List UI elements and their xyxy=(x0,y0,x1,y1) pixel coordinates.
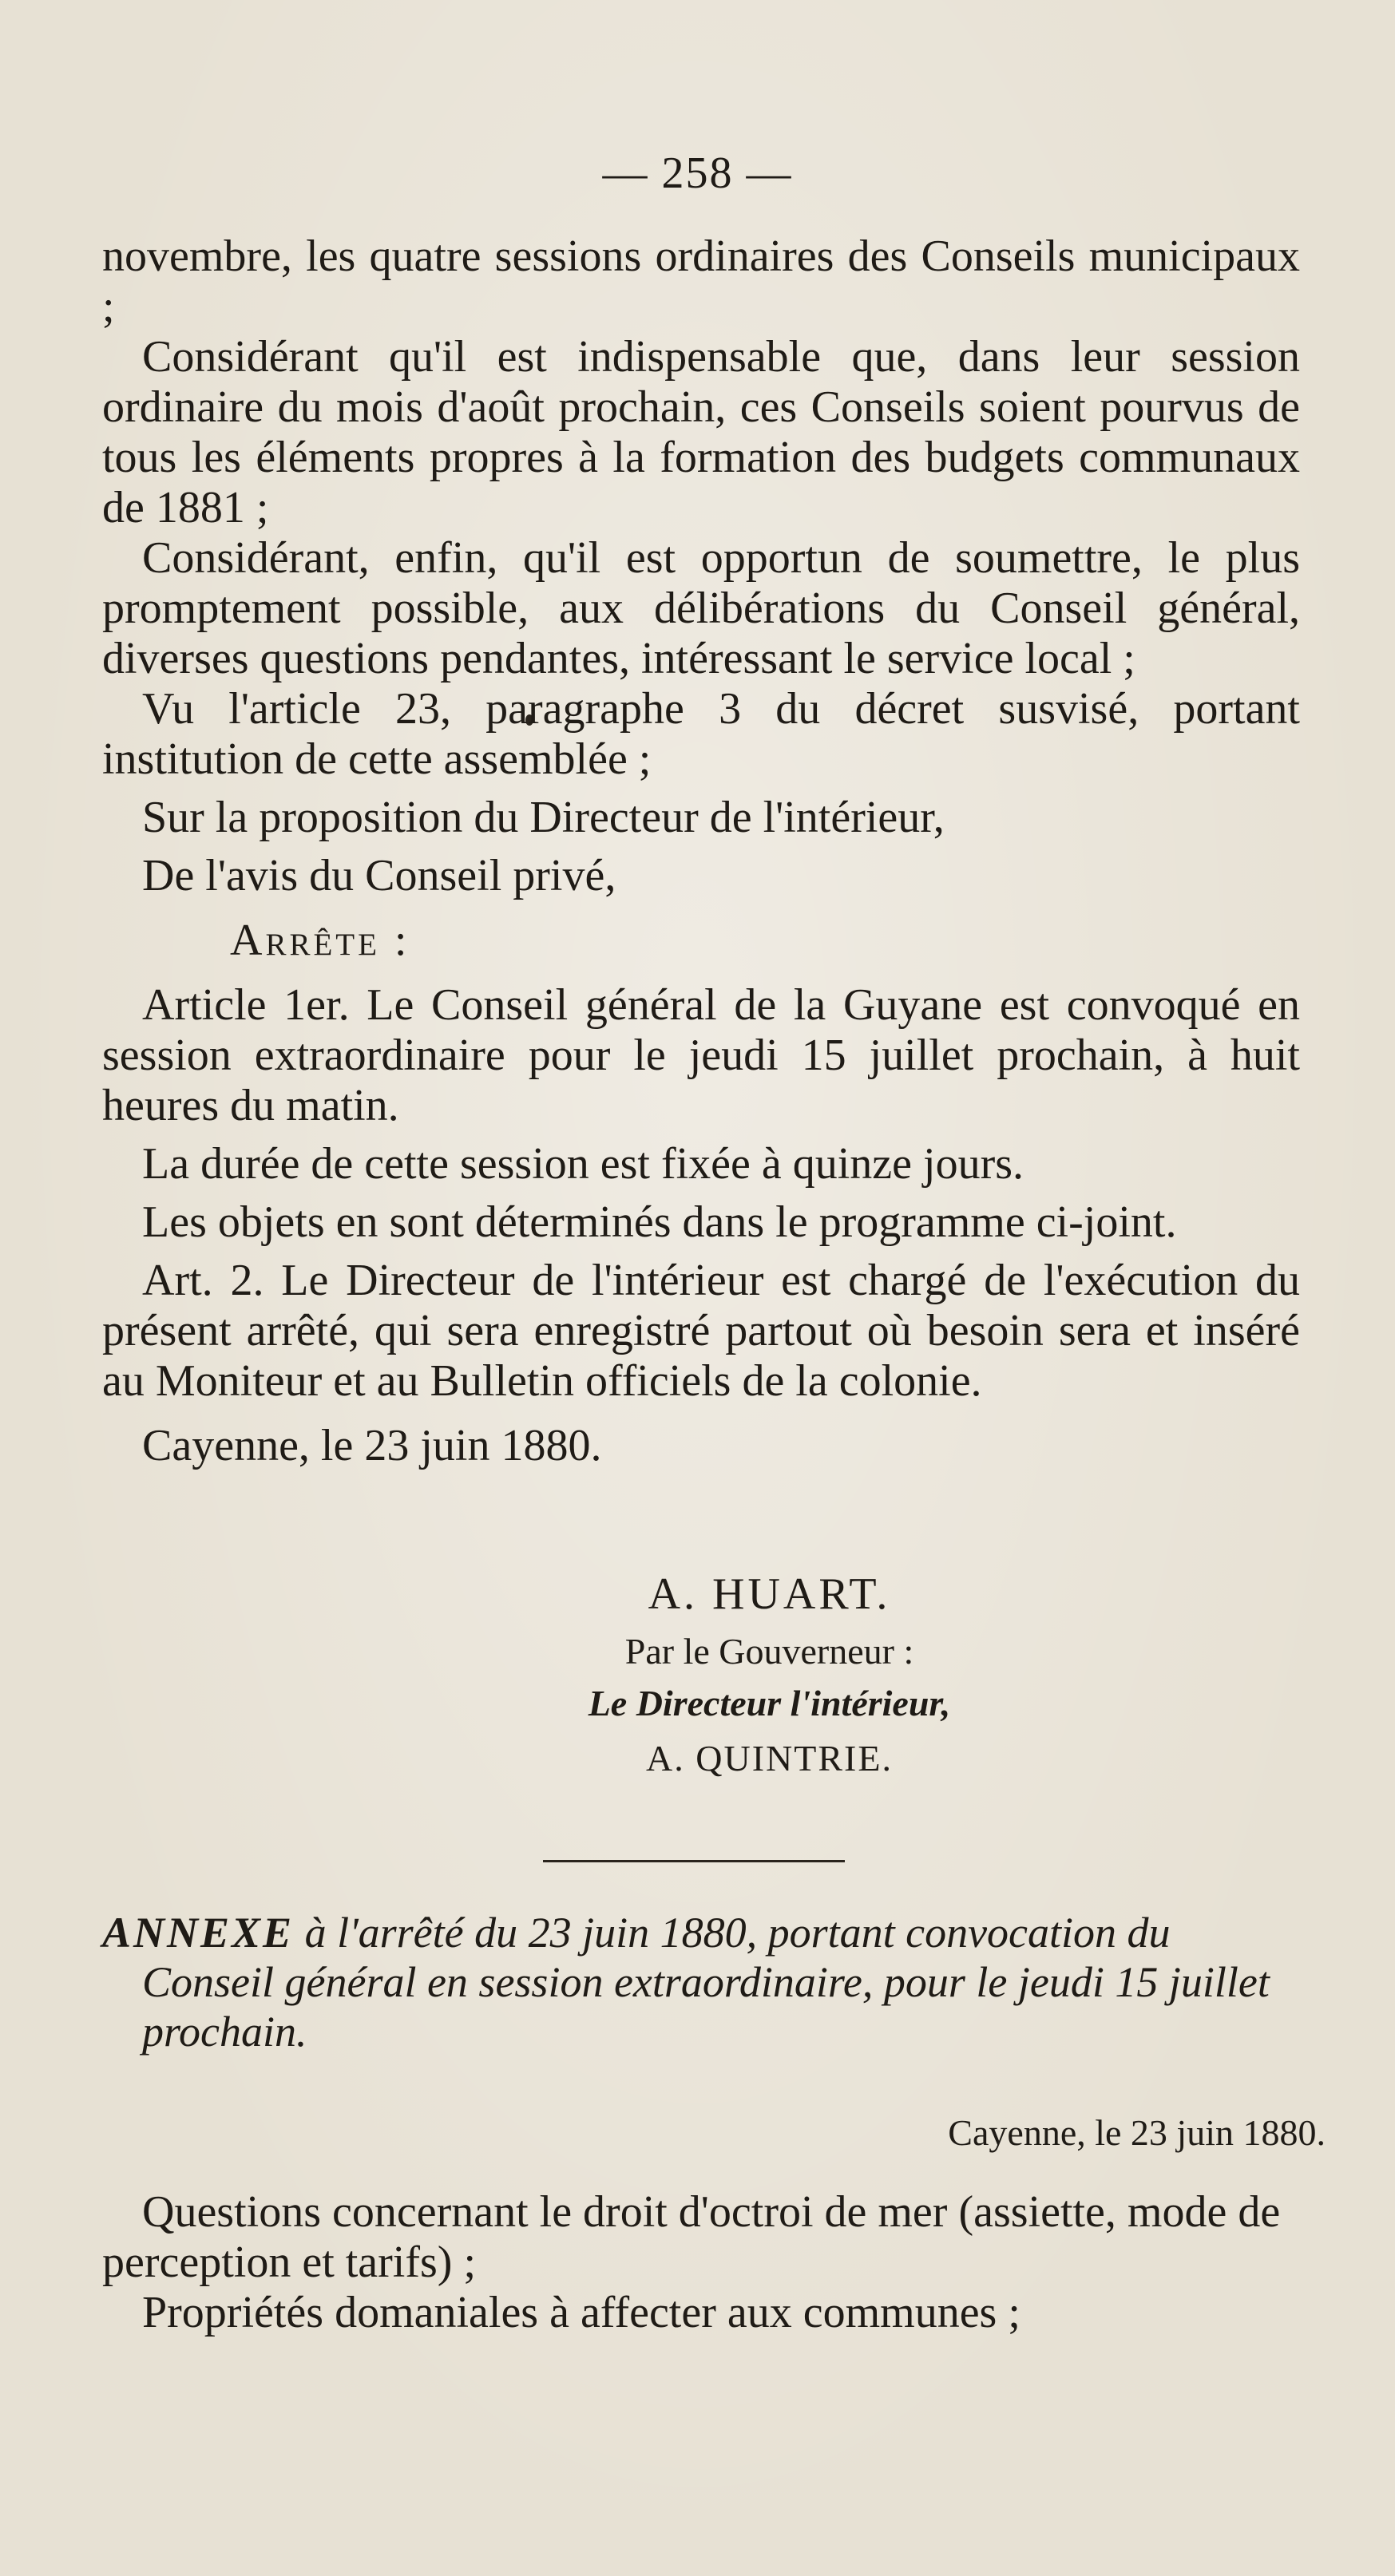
paragraph: Considérant qu'il est indispensable que, dans leur session ordinaire du mois d'août prochain, ces Conseils soient pourvus de tous les éléments propres à la formation des budgets communaux de 1881 ; xyxy=(102,332,1300,532)
paragraph: Considérant, enfin, qu'il est opportun de soumettre, le plus promptement possible, aux délibérations du Conseil général, diverses questions pendantes, intéressant le service local ; xyxy=(102,533,1300,683)
question-item: Propriétés domaniales à affecter aux communes ; xyxy=(142,2288,1020,2337)
annexe-heading xyxy=(102,1908,1300,2056)
paragraph: Les objets en sont déterminés dans le programme ci-joint. xyxy=(142,1197,1177,1247)
annexe-date: Cayenne, le 23 juin 1880. xyxy=(948,2112,1326,2153)
annexe-line-1: à l'arrêté du 23 juin 1880, portant convocation du xyxy=(304,1909,1171,1957)
decree-body xyxy=(102,231,1300,1471)
questions-list xyxy=(102,2187,1300,2338)
paragraph: novembre, les quatre sessions ordinaires des Conseils municipaux ; xyxy=(102,231,1300,331)
article-2: Art. 2. Le Directeur de l'intérieur est chargé de l'exécution du présent arrêté, qui sera enregistré partout où besoin sera et inséré au Moniteur et au Bulletin officiels de la colonie. xyxy=(102,1256,1300,1406)
question-item: Questions concernant le droit d'octroi de mer (assiette, mode de perception et tarifs) ; xyxy=(102,2187,1281,2287)
paragraph: Vu l'article 23, paragraphe 3 du décret susvisé, portant institution de cette assemblée ; xyxy=(102,684,1300,784)
annexe-line-2: Conseil général en session extraordinaire, pour le jeudi 15 juillet xyxy=(142,1958,1270,2006)
director-name: A. QUINTRIE. xyxy=(646,1738,893,1779)
signatory-by: Par le Gouverneur : xyxy=(624,1631,914,1672)
annexe-label: ANNEXE xyxy=(102,1909,295,1957)
paragraph: La durée de cette session est fixée à quinze jours. xyxy=(142,1139,1024,1189)
arrete-heading: Arrête : xyxy=(230,916,410,965)
signatory-name: A. HUART. xyxy=(648,1569,891,1619)
article-1: Article 1er. Le Conseil général de la Guyane est convoqué en session extraordinaire pour le jeudi 15 juillet prochain, à huit heures du matin. xyxy=(102,980,1300,1130)
paragraph: De l'avis du Conseil privé, xyxy=(142,851,616,900)
paragraph: Sur la proposition du Directeur de l'intérieur, xyxy=(142,793,945,842)
annexe-line-3: prochain. xyxy=(142,2008,307,2056)
section-divider xyxy=(543,1860,845,1862)
director-title: Le Directeur l'intérieur, xyxy=(588,1683,951,1723)
page-number: — 258 — xyxy=(602,148,793,198)
place-date: Cayenne, le 23 juin 1880. xyxy=(142,1421,602,1470)
